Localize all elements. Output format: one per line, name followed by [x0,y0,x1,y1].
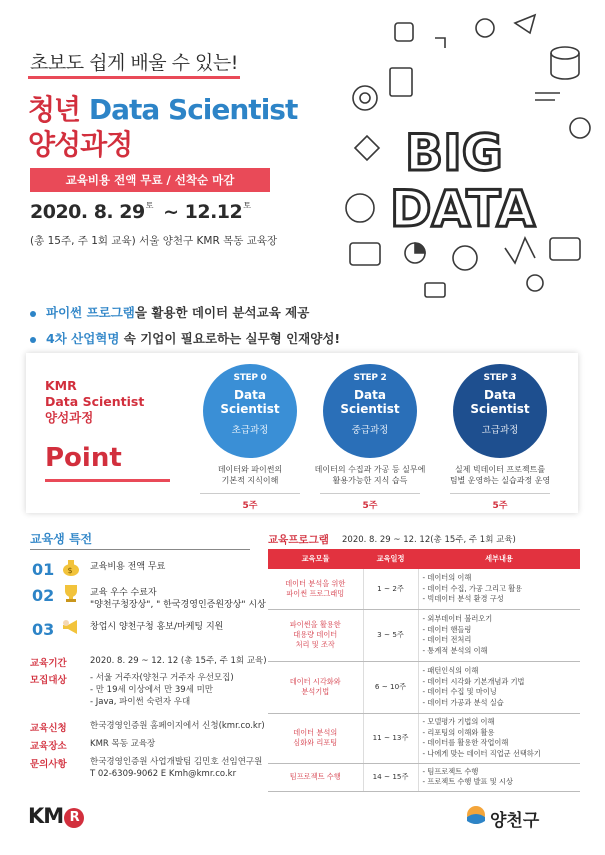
bullet-item: 4차 산업혁명 속 기업이 필요로하는 실무형 인재양성! [30,329,340,347]
title-english: Data Scientist [88,93,298,126]
point-word: Point [45,443,122,473]
step-description: 데이터의 수집과 가공 등 실무에 활용가능한 지식 습득 [314,465,426,485]
tagline: 초보도 쉽게 배울 수 있는! [30,48,238,75]
details-cell: - 패턴인식의 이해 - 데이터 시각화 기본개념과 기법 - 데이터 수집 및 마이닝 - 데이터 가공과 분석 실습 [418,661,580,713]
point-title: KMR Data Scientist 양성과정 [45,378,145,425]
program-subheading: 2020. 8. 29 ~ 12. 12(총 15주, 주 1회 교육) [342,535,516,545]
gear-icon [353,86,377,110]
module-cell: 팀프로젝트 수행 [268,763,363,791]
document-icon [390,68,412,96]
page-title-line2: 양성과정 [28,128,133,161]
schedule-cell: 14 ~ 15주 [363,763,418,791]
date-separator: ~ [163,201,179,223]
title-korean: 청년 [28,93,81,126]
money-bag-icon [60,557,82,577]
step-weeks: 5주 [242,501,258,511]
diamond-icon [355,136,379,160]
yangcheon-gu-name: 양천구 [490,811,540,831]
kmr-logo: KM R [28,804,84,828]
course-date [30,200,254,223]
satellite-icon [570,118,590,138]
program-table [268,549,580,792]
table-header: 교육일정 [363,549,418,569]
module-cell: 데이터 분석을 위한 파이썬 프로그래밍 [268,569,363,609]
table-header: 교육모듈 [268,549,363,569]
step-divider [450,493,550,494]
details-cell: - 모델평가 기법의 이해 - 리포팅의 이해와 활용 - 데이터를 활용한 작업이해 - 나에게 맞는 데이터 직업군 선택하기 [418,713,580,763]
megaphone-icon [60,617,82,637]
folder-icon [395,23,413,41]
step-circle: STEP 3 Data Scientist 고급과정 [453,364,547,458]
bullet-dot-icon [30,337,36,343]
user-icon [527,275,543,291]
schedule-cell: 11 ~ 13주 [363,713,418,763]
module-cell: 데이터 시각화와 분석기법 [268,661,363,713]
svg-text:$: $ [67,566,73,575]
table-row [268,609,580,661]
globe-icon [476,19,494,37]
bullet-item: 파이썬 프로그램을 활용한 데이터 분석교육 제공 [30,303,340,321]
step-weeks: 5주 [362,501,378,511]
step-divider [200,493,300,494]
module-cell: 파이썬을 활용한 대용량 데이터 처리 및 조작 [268,609,363,661]
table-header-row [268,549,580,569]
bullet-dot-icon [30,311,36,317]
step-card [310,364,430,511]
card-icon [425,283,445,297]
big-word: BIG [405,124,503,182]
date-start-day: 토 [145,201,153,210]
line-chart-icon [505,238,535,263]
trophy-icon [60,583,82,603]
schedule-cell: 3 ~ 5주 [363,609,418,661]
schedule-cell: 1 ~ 2주 [363,569,418,609]
network-icon [453,246,477,270]
table-row [268,661,580,713]
course-subinfo: (총 15주, 주 1회 교육) 서울 양천구 KMR 목동 교육장 [30,235,278,247]
page-title [28,88,297,128]
step-circle: STEP 2 Data Scientist 중급과정 [323,364,417,458]
benefits-divider [30,549,250,550]
table-row [268,763,580,791]
monitor-icon [350,243,380,265]
benefits-heading: 교육생 특전 [30,532,93,546]
big-data-illustration [335,8,600,308]
database-icon [551,47,579,59]
step-card [440,364,560,511]
step-circle: STEP 0 Data Scientist 초급과정 [203,364,297,458]
details-cell: - 데이터의 이해 - 데이터 수집, 가공 그리고 활용 - 빅데이터 분석 환경 구성 [418,569,580,609]
bulb-icon [346,194,374,222]
paper-plane-icon [515,15,535,33]
table-row [268,713,580,763]
details-cell: - 외부데이터 불러오기 - 데이터 핸들링 - 데이터 전처리 - 통계적 분석의 이해 [418,609,580,661]
date-start: 2020. 8. 29 [30,201,145,223]
step-divider [320,493,420,494]
schedule-cell: 6 ~ 10주 [363,661,418,713]
table-header: 세부내용 [418,549,580,569]
details-cell: - 팀프로젝트 수행 - 프로젝트 수행 발표 및 시상 [418,763,580,791]
yangcheon-emblem-icon [466,805,486,825]
date-end: 12.12 [184,201,243,223]
date-end-day: 토 [243,201,251,210]
bullet-list [30,303,340,355]
program-heading: 교육프로그램 [268,534,329,546]
arrow-icon [435,38,445,48]
point-underline [45,479,170,482]
module-cell: 데이터 분석의 심화와 리포팅 [268,713,363,763]
table-row [268,569,580,609]
data-word: DATA [390,180,536,238]
chart-window-icon [550,238,580,260]
step-card [190,364,310,511]
step-weeks: 5주 [492,501,508,511]
lines-icon [535,93,560,100]
free-badge: 교육비용 전액 무료 / 선착순 마감 [30,168,270,192]
step-description: 실제 빅데이터 프로젝트를 팀별 운영하는 실습과정 운영 [449,465,551,485]
step-description: 데이터와 파이썬의 기본적 지식이해 [217,465,283,485]
